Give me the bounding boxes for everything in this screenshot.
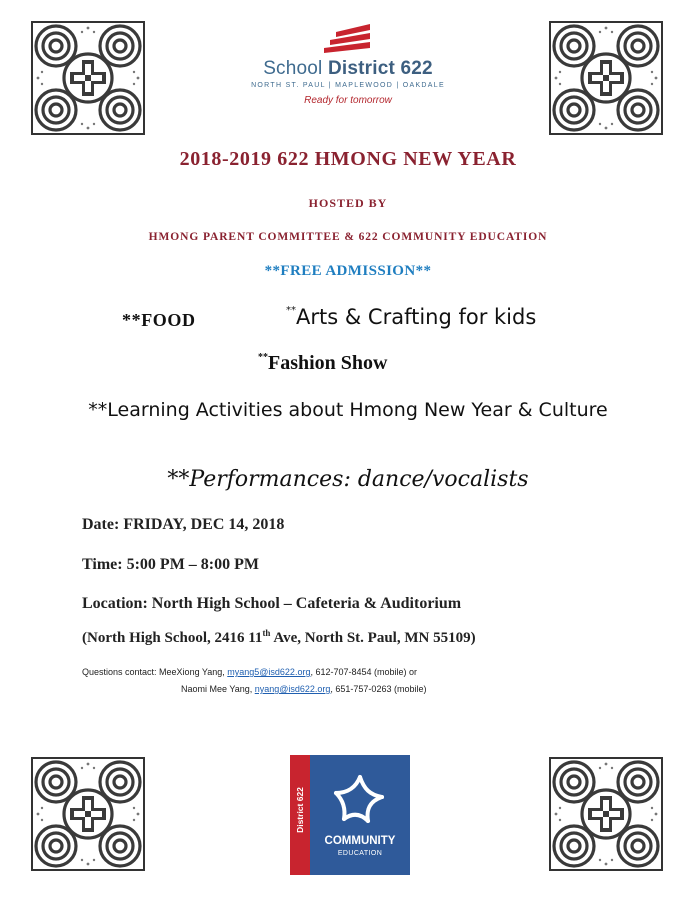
contact-email-2[interactable]: nyang@isd622.org xyxy=(254,684,331,694)
fashion-show-item: **Fashion Show xyxy=(258,352,388,374)
event-date: Date: FRIDAY, DEC 14, 2018 xyxy=(82,516,285,533)
event-title: 2018-2019 622 HMONG NEW YEAR xyxy=(179,148,517,170)
hmong-pattern-bottom-left xyxy=(30,756,146,872)
event-time: Time: 5:00 PM – 8:00 PM xyxy=(82,556,259,573)
community-education-logo xyxy=(290,755,410,875)
contact-line-1: Questions contact: MeeXiong Yang, myang5@isd622.org, 612-707-8454 (mobile) or xyxy=(82,667,418,677)
hmong-pattern-bottom-right xyxy=(548,756,664,872)
performances-item: **Performances: dance/vocalists xyxy=(167,467,529,492)
logo-education-text: EDUCATION xyxy=(337,850,383,857)
hosts-names: HMONG PARENT COMMITTEE & 622 COMMUNITY EDUCATION xyxy=(148,231,548,243)
district-logo-icon xyxy=(322,22,374,56)
learning-activities-item: **Learning Activities about Hmong New Year & Culture xyxy=(88,399,608,421)
logo-community-text: COMMUNITY xyxy=(324,835,396,847)
school-district-logo xyxy=(230,22,466,126)
hmong-pattern-top-right xyxy=(548,20,664,136)
logo-red-band: District 622 xyxy=(290,755,310,875)
district-cities: NORTH ST. PAUL | MAPLEWOOD | OAKDALE xyxy=(251,82,445,89)
free-admission: **FREE ADMISSION** xyxy=(264,263,432,279)
district-name: School District 622 xyxy=(263,58,433,79)
event-location: Location: North High School – Cafeteria & Auditorium xyxy=(82,595,462,612)
hmong-pattern-top-left xyxy=(30,20,146,136)
community-star-icon xyxy=(330,769,390,829)
district-tagline: Ready for tomorrow xyxy=(304,95,392,106)
hosted-by-label: HOSTED BY xyxy=(308,196,388,210)
contact-line-2: Naomi Mee Yang, nyang@isd622.org, 651-757-0263 (mobile) xyxy=(181,684,427,694)
contact-email-1[interactable]: myang5@isd622.org xyxy=(227,667,311,677)
food-item: **FOOD xyxy=(122,310,196,330)
arts-crafting-item: **Arts & Crafting for kids xyxy=(286,305,537,329)
event-address: (North High School, 2416 11th Ave, North St. Paul, MN 55109) xyxy=(82,628,476,646)
